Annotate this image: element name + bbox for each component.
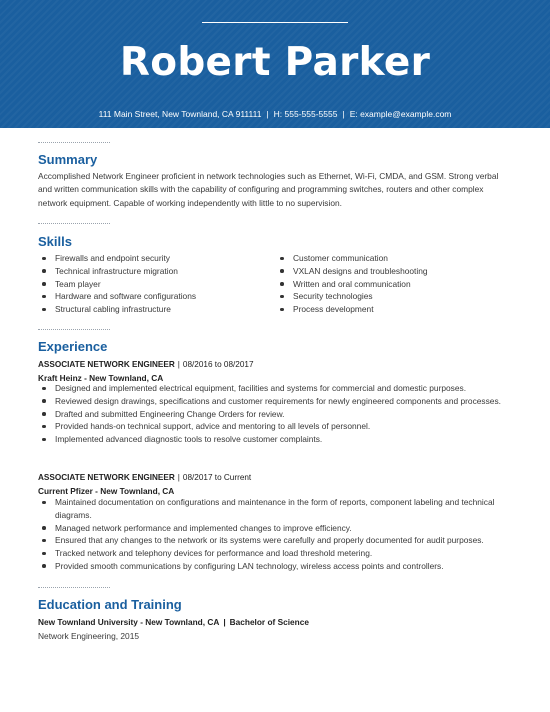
skill-item: Firewalls and endpoint security bbox=[38, 252, 268, 265]
job-dates: 08/2017 to Current bbox=[182, 473, 252, 482]
job-bullets bbox=[38, 382, 518, 446]
job-dates: 08/2016 to 08/2017 bbox=[182, 360, 254, 369]
bullet-icon bbox=[42, 564, 46, 568]
job-bullets bbox=[38, 496, 518, 573]
section-divider bbox=[38, 587, 110, 588]
job-company: Kraft Heinz - New Townland, CA bbox=[38, 373, 164, 383]
email: E: example@example.com bbox=[349, 109, 452, 119]
job-title: ASSOCIATE NETWORK ENGINEER bbox=[38, 473, 175, 482]
skill-item: Technical infrastructure migration bbox=[38, 265, 268, 278]
job-title-line bbox=[38, 473, 251, 482]
job-separator: | bbox=[177, 360, 180, 369]
section-divider bbox=[38, 223, 110, 224]
skill-item: VXLAN designs and troubleshooting bbox=[276, 265, 516, 278]
job-bullet: Reviewed design drawings, specifications and customer requirements for newly engineered components and processes. bbox=[38, 395, 518, 408]
skills-heading: Skills bbox=[38, 234, 72, 249]
skills-list-left bbox=[38, 252, 268, 316]
bullet-icon bbox=[42, 412, 46, 416]
skill-item: Structural cabling infrastructure bbox=[38, 303, 268, 316]
skill-item: Security technologies bbox=[276, 290, 516, 303]
bullet-icon bbox=[280, 269, 284, 273]
job-bullet: Ensured that any changes to the network or its systems were carefully and properly documented for audit purposes. bbox=[38, 534, 518, 547]
bullet-icon bbox=[42, 425, 46, 429]
bullet-icon bbox=[42, 387, 46, 391]
bullet-icon bbox=[42, 257, 46, 261]
bullet-icon bbox=[280, 308, 284, 312]
skill-item: Written and oral communication bbox=[276, 278, 516, 291]
bullet-icon bbox=[42, 282, 46, 286]
summary-text: Accomplished Network Engineer proficient in network technologies such as Ethernet, Wi-Fi, CMDA, and GSM. Strong verbal and written communication skills with the capability of configuring and programming switches, routers and other complex network equipment. Capable of working independently with little to no supervision. bbox=[38, 171, 499, 208]
skills-list-right bbox=[276, 252, 516, 316]
bullet-icon bbox=[42, 552, 46, 556]
job-title: ASSOCIATE NETWORK ENGINEER bbox=[38, 360, 175, 369]
education-line bbox=[38, 617, 309, 627]
skill-item: Hardware and software configurations bbox=[38, 290, 268, 303]
job-bullet: Drafted and submitted Engineering Change Orders for review. bbox=[38, 408, 518, 421]
bullet-icon bbox=[280, 257, 284, 261]
education-separator: | bbox=[223, 617, 226, 627]
bullet-icon bbox=[280, 282, 284, 286]
job-bullet: Managed network performance and implemented changes to improve efficiency. bbox=[38, 522, 518, 535]
skill-item: Customer communication bbox=[276, 252, 516, 265]
address: 111 Main Street, New Townland, CA 911111 bbox=[98, 109, 262, 119]
job-bullet: Provided smooth communications by configuring LAN technology, wireless access points and controllers. bbox=[38, 560, 518, 573]
bullet-icon bbox=[42, 295, 46, 299]
education-heading: Education and Training bbox=[38, 597, 182, 612]
experience-heading: Experience bbox=[38, 339, 108, 354]
job-company: Current Pfizer - New Townland, CA bbox=[38, 486, 175, 496]
bullet-icon bbox=[42, 526, 46, 530]
field-of-study: Network Engineering, 2015 bbox=[38, 631, 140, 641]
degree: Bachelor of Science bbox=[229, 617, 309, 627]
resume-header bbox=[0, 0, 550, 128]
bullet-icon bbox=[42, 539, 46, 543]
candidate-name: Robert Parker bbox=[119, 40, 431, 85]
header-divider bbox=[202, 22, 348, 23]
skill-item: Process development bbox=[276, 303, 516, 316]
section-divider bbox=[38, 329, 110, 330]
summary-heading: Summary bbox=[38, 152, 98, 167]
skill-item: Team player bbox=[38, 278, 268, 291]
contact-info bbox=[0, 109, 550, 119]
section-divider bbox=[38, 142, 110, 143]
job-bullet: Tracked network and telephony devices for performance and load threshold metering. bbox=[38, 547, 518, 560]
job-bullet: Designed and implemented electrical equipment, facilities and systems for commercial and domestic purposes. bbox=[38, 382, 518, 395]
bullet-icon bbox=[42, 438, 46, 442]
bullet-icon bbox=[42, 501, 46, 505]
bullet-icon bbox=[42, 308, 46, 312]
bullet-icon bbox=[280, 295, 284, 299]
phone: H: 555-555-5555 bbox=[273, 109, 338, 119]
bullet-icon bbox=[42, 269, 46, 273]
contact-separator: | bbox=[342, 109, 345, 119]
school: New Townland University - New Townland, CA bbox=[38, 617, 220, 627]
job-separator: | bbox=[177, 473, 180, 482]
bullet-icon bbox=[42, 399, 46, 403]
job-title-line bbox=[38, 360, 254, 369]
job-bullet: Maintained documentation on configurations and maintenance in the form of reports, component labeling and technical diagrams. bbox=[38, 496, 518, 522]
job-bullet: Implemented advanced diagnostic tools to resolve customer complaints. bbox=[38, 433, 518, 446]
job-bullet: Provided hands-on technical support, advice and mentoring to all levels of personnel. bbox=[38, 420, 518, 433]
contact-separator: | bbox=[266, 109, 269, 119]
